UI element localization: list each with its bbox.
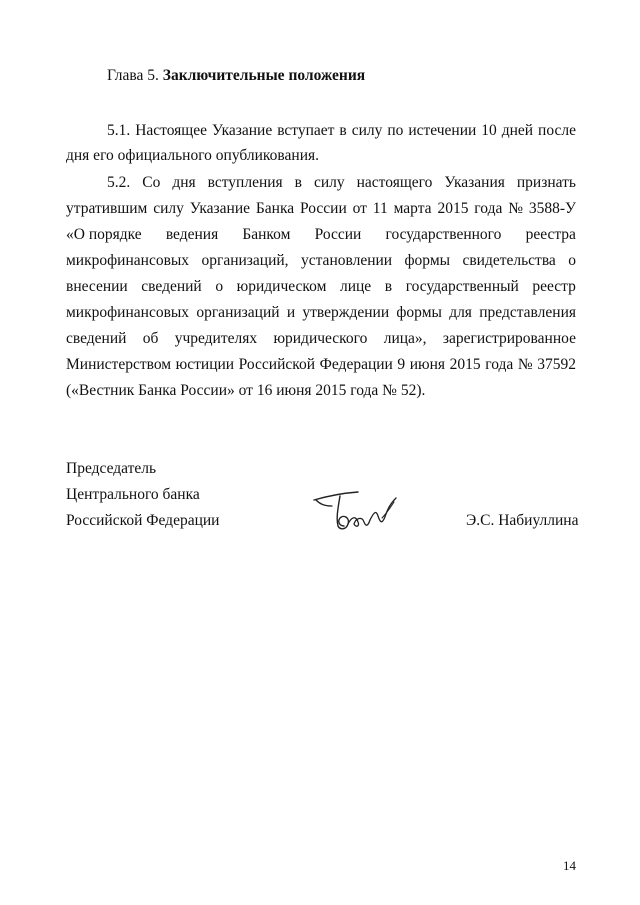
- paragraph-5-2-line-4: [66, 251, 576, 271]
- word: Федерации: [319, 356, 393, 373]
- word: государственного: [385, 226, 502, 243]
- word: сведений: [66, 330, 127, 347]
- word: года: [485, 356, 514, 373]
- word: сведений: [141, 278, 202, 295]
- word: представления: [479, 304, 576, 321]
- word: учредителях: [174, 330, 258, 347]
- word: Министерством: [66, 356, 172, 373]
- paragraph-5-1-line-2: дня его официального опубликования.: [66, 147, 320, 164]
- word: «О порядке: [66, 226, 142, 243]
- word: Со: [142, 174, 161, 191]
- word: по: [387, 122, 404, 139]
- paragraph-5-2-line-6: [66, 303, 576, 323]
- word: об: [142, 330, 159, 347]
- word: 37592: [537, 356, 576, 373]
- word: в: [384, 278, 393, 295]
- paragraph-5-2-line-3: [66, 225, 576, 245]
- word: юридического: [273, 330, 368, 347]
- word: юстиции: [175, 356, 235, 373]
- word: 5.2.: [107, 174, 131, 191]
- word: вступает: [277, 122, 335, 139]
- word: 9: [397, 356, 406, 373]
- word: государственный: [405, 278, 519, 295]
- paragraph-5-2-line-2: [66, 199, 576, 219]
- chapter-heading: [107, 66, 365, 86]
- word: 10: [481, 122, 497, 139]
- word: установлении: [300, 252, 393, 269]
- word: настоящего: [356, 174, 433, 191]
- page-number: 14: [563, 858, 576, 873]
- chapter-prefix: Глава 5.: [107, 67, 159, 84]
- paragraph-5-1-line-1: [107, 121, 576, 141]
- word: марта: [393, 200, 432, 217]
- word: 3588-У: [528, 200, 576, 217]
- word: организаций,: [201, 252, 289, 269]
- word: Банком: [242, 226, 291, 243]
- word: лица»,: [383, 330, 427, 347]
- word: 11: [372, 200, 388, 217]
- word: Банка: [255, 200, 295, 217]
- word: реестра: [525, 226, 576, 243]
- paragraph-5-2-line-5: [66, 277, 576, 297]
- word: о: [215, 278, 224, 295]
- word: Настоящее: [135, 122, 208, 139]
- word: №: [508, 200, 523, 217]
- word: и: [286, 304, 296, 321]
- signatory-title-line-3: Российской Федерации: [66, 512, 220, 529]
- word: вступления: [207, 174, 283, 191]
- chapter-title: Заключительные положения: [162, 67, 366, 84]
- word: силу: [153, 200, 184, 217]
- word: утверждении: [302, 304, 390, 321]
- word: о: [568, 252, 576, 269]
- word: 2015: [437, 200, 469, 217]
- signatory-title-line-1: Председатель: [66, 460, 157, 477]
- paragraph-5-2-line-1: [107, 173, 576, 193]
- signatory-title-line-2: Центрального банка: [66, 486, 200, 503]
- word: 5.1.: [107, 122, 131, 139]
- word: истечении: [408, 122, 477, 139]
- word: признать: [516, 174, 576, 191]
- word: организаций: [196, 304, 280, 321]
- word: микрофинансовых: [66, 252, 190, 269]
- word: юридическом: [236, 278, 327, 295]
- word: июня: [409, 356, 446, 373]
- word: года: [474, 200, 503, 217]
- word: формы: [404, 252, 451, 269]
- word: в: [294, 174, 302, 191]
- word: ведения: [165, 226, 219, 243]
- word: дня: [172, 174, 196, 191]
- paragraph-5-2-line-8: [66, 355, 576, 375]
- word: силу: [351, 122, 383, 139]
- word: Российской: [238, 356, 316, 373]
- word: России: [314, 226, 362, 243]
- word: от: [352, 200, 367, 217]
- word: лице: [339, 278, 372, 295]
- word: Указание: [211, 122, 273, 139]
- word: формы: [396, 304, 442, 321]
- word: внесении: [66, 278, 128, 295]
- paragraph-5-2-line-7: [66, 329, 576, 349]
- word: силу: [313, 174, 345, 191]
- word: России: [300, 200, 347, 217]
- word: свидетельства: [462, 252, 556, 269]
- word: дней: [501, 122, 534, 139]
- word: в: [339, 122, 347, 139]
- paragraph-5-2-last-line: («Вестник Банка России» от 16 июня 2015 года № 52).: [66, 382, 426, 399]
- word: №: [517, 356, 533, 373]
- word: 2015: [449, 356, 481, 373]
- word: микрофинансовых: [66, 304, 190, 321]
- word: зарегистрированное: [442, 330, 576, 347]
- word: Указания: [444, 174, 505, 191]
- word: для: [449, 304, 472, 321]
- signer-name: Э.С. Набиуллина: [466, 512, 579, 529]
- handwritten-signature: [310, 486, 410, 534]
- word: после: [538, 122, 576, 139]
- word: Указание: [189, 200, 251, 217]
- word: реестр: [532, 278, 576, 295]
- word: утратившим: [66, 200, 148, 217]
